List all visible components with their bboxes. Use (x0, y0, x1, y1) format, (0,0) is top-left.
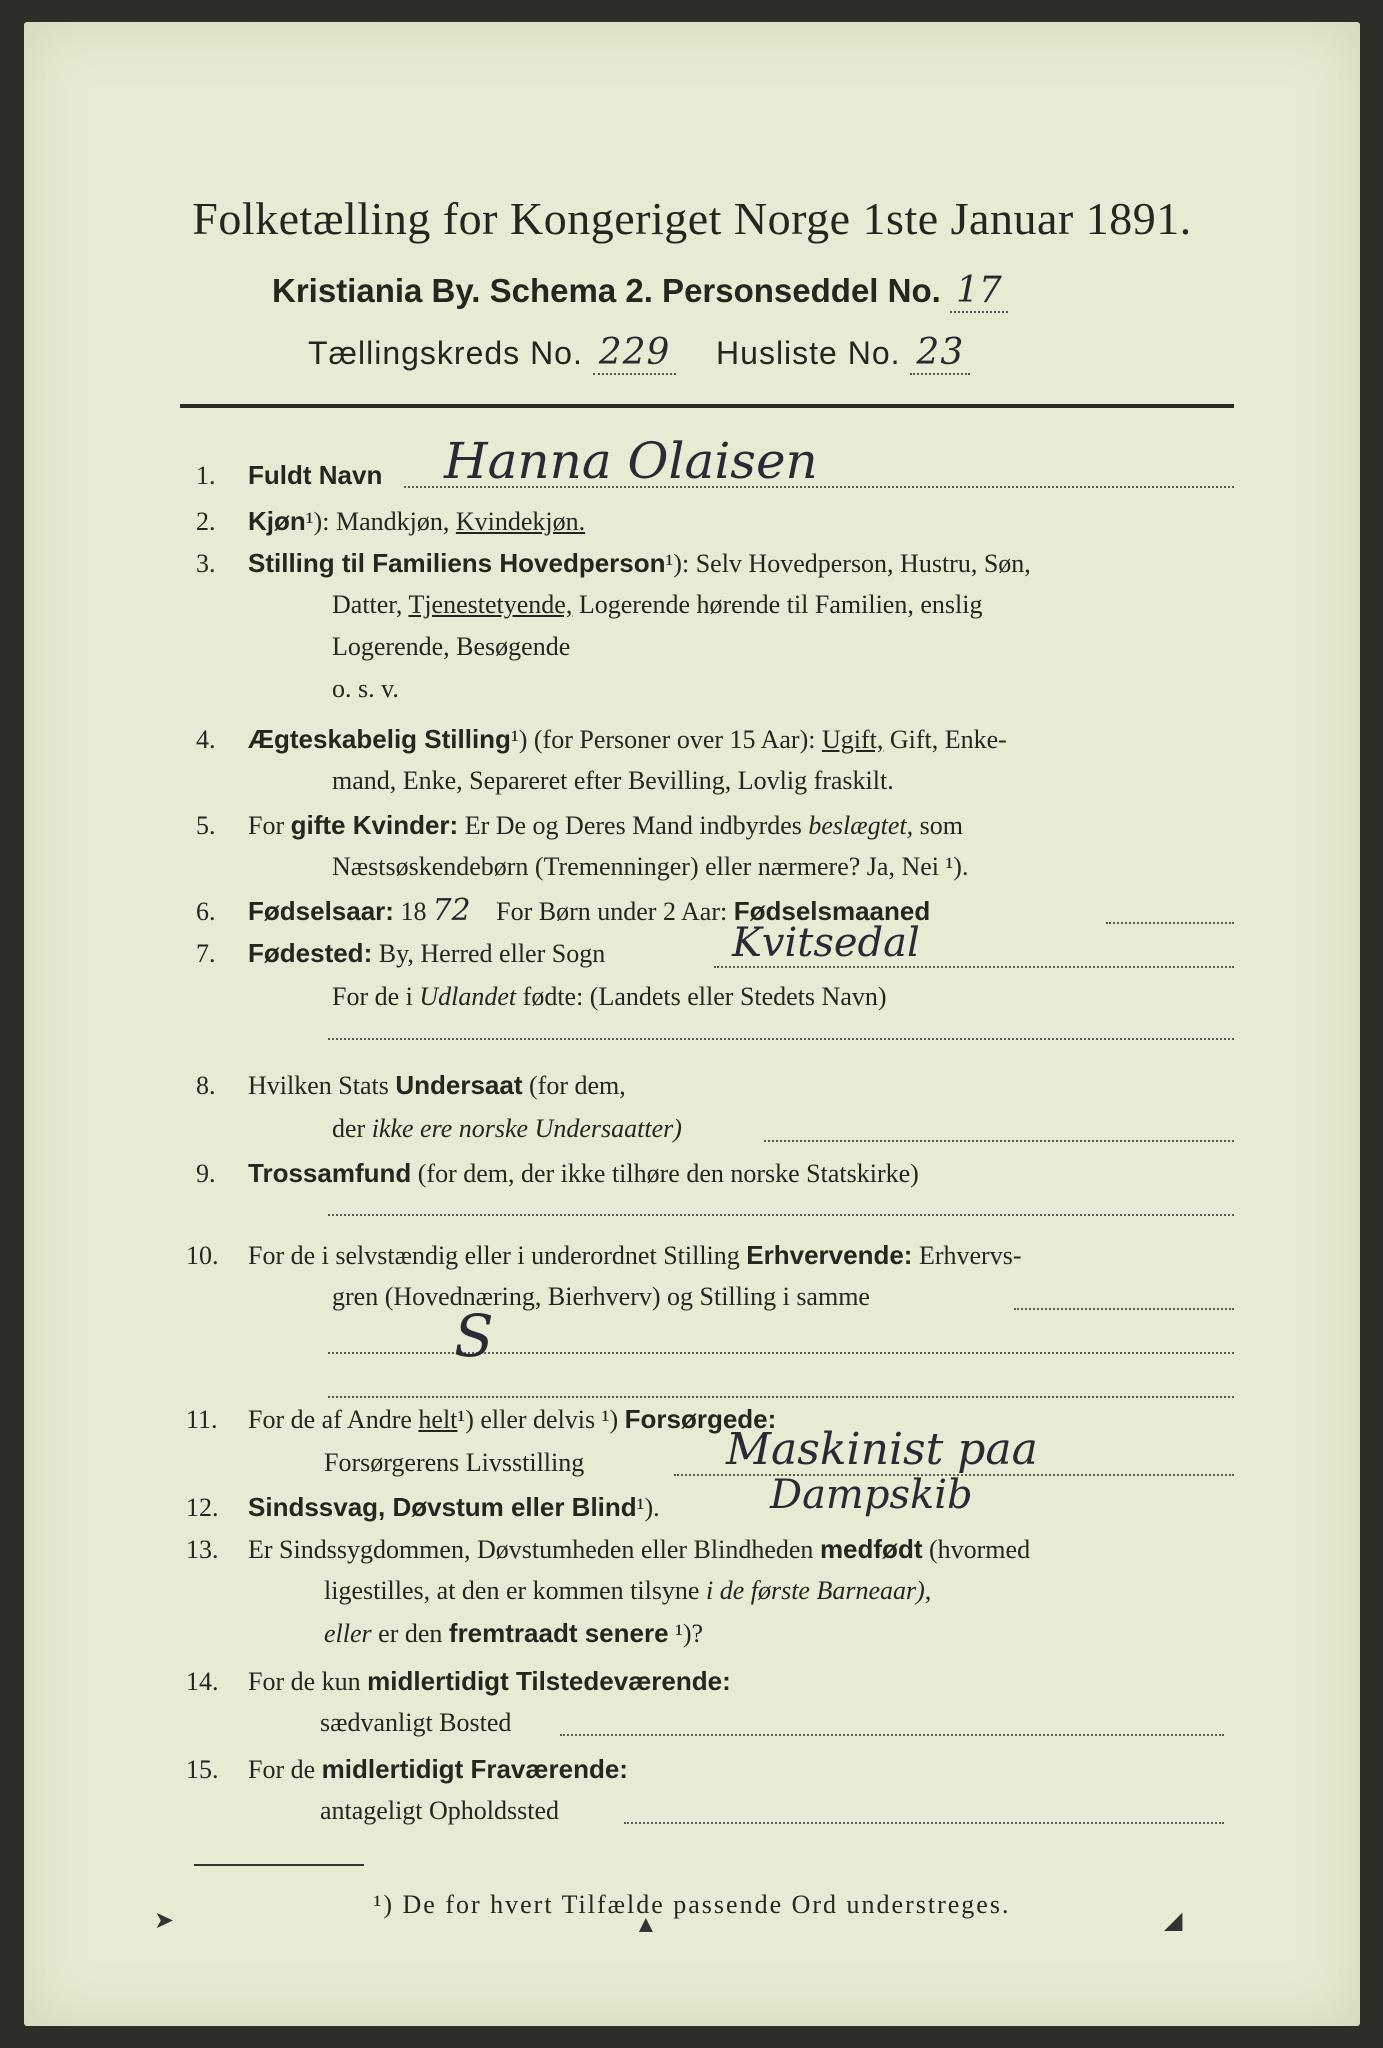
q11-answer: Maskinist paa (726, 1424, 1038, 1475)
q2-option-female: Kvindekjøn. (455, 507, 586, 536)
schema-line-text: Kristiania By. Schema 2. Personseddel No. (272, 272, 941, 309)
q14-temporary-present (186, 1664, 731, 1699)
q10-occupation (186, 1238, 1246, 1273)
q15-answer-line (624, 1822, 1224, 1824)
q9-number: 9. (196, 1159, 216, 1188)
q12-sup: ¹). (636, 1493, 660, 1522)
q3-line3: Logerende, Besøgende (332, 632, 571, 661)
q5-label: gifte Kvinder: (290, 810, 459, 840)
q3-option-datter: Datter, (332, 590, 403, 619)
q10-line2: gren (Hovednæring, Bierhverv) og Stilling i samme (332, 1282, 870, 1311)
q1-full-name (196, 458, 382, 493)
q10-text-a: For de i selvstændig eller i underordnet Stilling (248, 1241, 740, 1270)
q6-year-answer: 72 (432, 893, 471, 928)
q3-option-tjenestetyende: Tjenestetyende, (408, 590, 573, 619)
q14-line2: sædvanligt Bosted (320, 1708, 512, 1737)
q13-line3-bold: fremtraadt senere (448, 1618, 669, 1648)
q4-label: Ægteskabelig Stilling (248, 724, 511, 754)
q2-option-male: Mandkjøn, (335, 507, 450, 536)
q3-sup: ¹): (665, 549, 690, 578)
husliste-no-value: 23 (910, 332, 970, 375)
q5-label-pre: For (248, 811, 285, 840)
q5-married-women (196, 808, 963, 843)
form-title: Folketælling for Kongeriget Norge 1ste Januar 1891. (192, 193, 1192, 244)
q4-line2: mand, Enke, Separeret efter Bevilling, Lovlig fraskilt. (332, 766, 894, 795)
q7-number: 7. (196, 939, 216, 968)
q13-line3a: er den (378, 1619, 443, 1648)
q8-line2-italic: ikke ere norske Undersaatter) (371, 1114, 682, 1143)
q10-answer-line-3 (328, 1396, 1234, 1398)
q14-label: midlertidigt Tilstedeværende: (367, 1666, 731, 1696)
q3-line1: Selv Hovedperson, Hustru, Søn, (695, 549, 1031, 578)
q7-line2a: For de i (332, 982, 413, 1011)
q7-birthplace (196, 936, 605, 971)
q8-citizenship (196, 1068, 626, 1103)
q1-answer-name: Hanna Olaisen (444, 432, 818, 490)
census-form (24, 22, 1360, 2026)
q9-answer-line (328, 1214, 1234, 1216)
q3-label: Stilling til Familiens Hovedperson (248, 548, 666, 578)
q15-number: 15. (186, 1755, 219, 1784)
q7-answer-birthplace: Kvitsedal (732, 920, 920, 966)
q13-line3-italic: eller (324, 1619, 372, 1648)
q9-religion (196, 1156, 1236, 1191)
husliste-label: Husliste No. (716, 335, 901, 371)
q7-line2-italic: Udlandet (419, 982, 517, 1011)
q13-line2 (324, 1574, 931, 1608)
q12-disability (186, 1490, 660, 1525)
q1-number: 1. (196, 461, 216, 490)
q4-option-ugift: Ugift, (821, 725, 884, 754)
q8-answer-line (764, 1140, 1234, 1142)
q12-number: 12. (186, 1493, 219, 1522)
q3-family-position (196, 546, 1236, 581)
q1-label: Fuldt Navn (248, 460, 383, 490)
q15-line2: antageligt Opholdssted (320, 1796, 560, 1825)
taellingskreds-no-value: 229 (593, 332, 677, 375)
taellingskreds-label: Tællingskreds No. (308, 335, 583, 371)
q11-option-helt: helt (418, 1405, 458, 1434)
q6-label: Fødselsaar: (248, 896, 394, 926)
q7-label: Fødested: (248, 938, 373, 968)
q4-line1a: (for Personer over 15 Aar): (533, 725, 816, 754)
q8-number: 8. (196, 1071, 216, 1100)
registration-mark-center: ▲ (634, 1912, 658, 1938)
q5-line1-end: som (919, 811, 963, 840)
q10-number: 10. (186, 1241, 219, 1270)
q10-answer: S (454, 1302, 494, 1370)
q2-label: Kjøn (248, 506, 306, 536)
q8-label: Undersaat (395, 1070, 523, 1100)
q8-text-b: (for dem, (529, 1071, 626, 1100)
q11-text-a: For de af Andre (248, 1405, 412, 1434)
schema-line (272, 270, 1008, 311)
q11-line2: Forsørgerens Livsstilling (324, 1448, 585, 1477)
q8-text-a: Hvilken Stats (248, 1071, 389, 1100)
q8-line2 (332, 1112, 682, 1146)
q5-line1: Er De og Deres Mand indbyrdes (464, 811, 802, 840)
q15-text: For de (248, 1755, 316, 1784)
q6-birth-month-label: Fødselsmaaned (733, 896, 931, 926)
q13-line1b: (hvormed (928, 1535, 1031, 1564)
q13-line1-bold: medfødt (819, 1534, 923, 1564)
q2-sex (196, 504, 585, 539)
q13-line3 (324, 1616, 703, 1651)
q8-line2a: der (332, 1114, 366, 1143)
q7-line2b: fødte: (Landets eller Stedets Navn) (522, 982, 887, 1011)
q2-sup: ¹): (305, 507, 330, 536)
q10-text-b: Erhvervs- (918, 1241, 1022, 1270)
q3-line2-rest: Logerende hørende til Familien, enslig (578, 590, 983, 619)
q13-line1a: Er Sindssygdommen, Døvstumheden eller Blindheden (248, 1535, 814, 1564)
q15-label: midlertidigt Fraværende: (321, 1754, 628, 1784)
q13-line2-italic: i de første Barneaar), (705, 1576, 932, 1605)
q14-text: For de kun (248, 1667, 361, 1696)
q12-label: Sindssvag, Døvstum eller Blind (248, 1492, 637, 1522)
q7-answer-line (714, 966, 1234, 968)
q10-label: Erhvervende: (746, 1240, 913, 1270)
q4-line1c: Gift, Enke- (889, 725, 1007, 754)
q13-line2a: ligestilles, at den er kommen tilsyne (324, 1576, 700, 1605)
q3-number: 3. (196, 549, 216, 578)
q3-line4: o. s. v. (332, 674, 399, 703)
q13-onset (186, 1532, 1246, 1567)
q2-number: 2. (196, 507, 216, 536)
footnote-rule (194, 1864, 364, 1866)
q13-number: 13. (186, 1535, 219, 1564)
q11-label: Forsørgede: (624, 1404, 777, 1434)
q10-answer-line-1 (1014, 1308, 1234, 1310)
q6-answer-line (1106, 922, 1234, 924)
q4-sup: ¹) (510, 725, 528, 754)
q15-temporary-absent (186, 1752, 628, 1787)
q7-foreign-answer-line (328, 1038, 1234, 1040)
q14-answer-line (560, 1734, 1224, 1736)
q4-number: 4. (196, 725, 216, 754)
district-line (308, 332, 970, 373)
q6-under-2-text: For Børn under 2 Aar: (496, 897, 728, 926)
q5-line2: Næstsøskendebørn (Tremenninger) eller nærmere? Ja, Nei ¹). (332, 852, 969, 881)
q5-line1-italic: beslægtet, (808, 811, 914, 840)
q12-answer: Dampskib (770, 1472, 973, 1518)
q6-year-prefix: 18 (400, 897, 427, 926)
q13-line3b: ¹)? (675, 1619, 704, 1648)
q9-text: (for dem, der ikke tilhøre den norske Statskirke) (417, 1159, 919, 1188)
q14-number: 14. (186, 1667, 219, 1696)
header-rule (180, 404, 1234, 408)
q3-line2 (332, 588, 982, 622)
q11-number: 11. (186, 1405, 218, 1434)
q4-marital-status (196, 722, 1007, 757)
registration-mark-left: ➤ (154, 1908, 175, 1934)
q7-line2 (332, 980, 887, 1014)
q5-number: 5. (196, 811, 216, 840)
q6-number: 6. (196, 897, 216, 926)
q9-label: Trossamfund (248, 1158, 412, 1188)
personseddel-no-value: 17 (950, 270, 1008, 313)
q7-text: By, Herred eller Sogn (378, 939, 606, 968)
q11-text-b: ¹) eller delvis ¹) (457, 1405, 619, 1434)
footnote: ¹) De for hvert Tilfælde passende Ord understreges. (373, 1890, 1011, 1919)
registration-mark-right: ◢ (1164, 1908, 1183, 1934)
q11-supported (186, 1402, 776, 1437)
